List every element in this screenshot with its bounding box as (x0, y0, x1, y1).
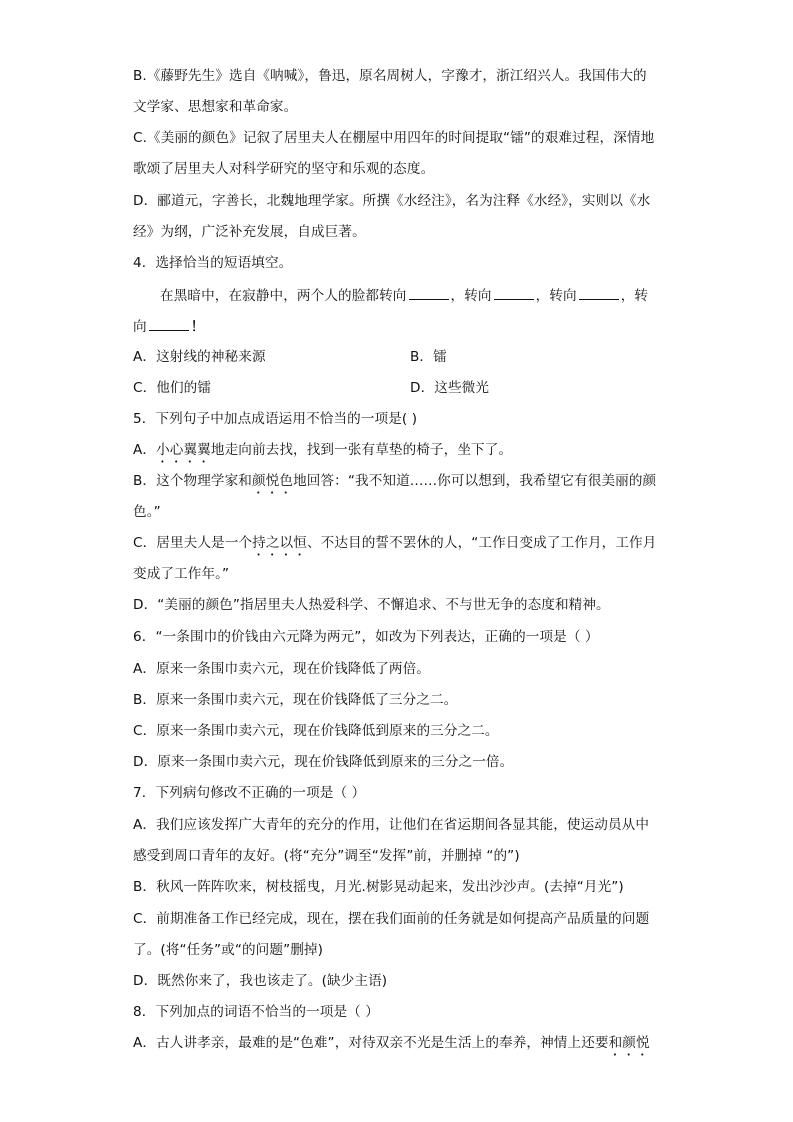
q3-option-c-line2: 歌颂了居里夫人对科学研究的坚守和乐观的态度。 (133, 161, 435, 177)
q4-option-d: D．这些微光 (410, 380, 490, 396)
q5-option-a-rest: 地走向前去找，找到一张有草垫的椅子，坐下了。 (210, 442, 513, 458)
answer-blank-1[interactable] (409, 285, 449, 300)
q5-option-d: D．“美丽的颜色”指居里夫人热爱科学、不懈追求、不与世无争的态度和精神。 (133, 597, 610, 613)
q6-option-c: C．原来一条围巾卖六元，现在价钱降低到原来的三分之二。 (133, 723, 499, 739)
q5-option-b-prefix: B．这个物理学家和 (133, 473, 252, 489)
q4-text-5: 向 (133, 319, 147, 335)
q5-option-a-prefix: A． (133, 442, 157, 458)
q8-option-a-line1 (133, 1033, 650, 1059)
q3-option-d-line1: D．郦道元，字善长，北魏地理学家。所撰《水经注》，名为注释《水经》，实则以《水 (133, 193, 651, 209)
q4-text-1: 在黑暗中，在寂静中，两个人的脸都转向 (160, 288, 407, 304)
q5-option-c-line2: 变成了工作年。” (133, 566, 230, 582)
q6-option-a: A．原来一条围巾卖六元，现在价钱降低了两倍。 (133, 661, 430, 677)
q7-option-d: D．既然你来了，我也该走了。(缺少主语) (133, 973, 388, 989)
q5-option-c-line1 (133, 533, 656, 559)
q8-option-a-text: A．古人讲孝亲，最难的是“色难”，对待双亲不光是生活上的奉养，神情上还要 (133, 1035, 609, 1051)
answer-blank-4[interactable] (149, 316, 189, 331)
q7-option-a-line1: A．我们应该发挥广大青年的充分的作用，让他们在省运期间各显其能，使运动员从中 (133, 817, 650, 833)
q7-option-a-line2: 感受到周口青年的友好。(将“充分”调至“发挥”前，并删掉 “的”) (133, 848, 520, 864)
q3-option-c-line1: C.《美丽的颜色》记叙了居里夫人在棚屋中用四年的时间提取“镭”的艰难过程，深情地 (133, 130, 655, 146)
q5-option-b-line1 (133, 471, 656, 497)
q4-option-c: C．他们的镭 (133, 380, 212, 396)
q6-option-b: B．原来一条围巾卖六元，现在价钱降低了三分之二。 (133, 692, 458, 708)
q5-option-b-idiom: 颜悦色 (251, 473, 294, 489)
answer-blank-3[interactable] (579, 285, 619, 300)
q4-text-4: ，转 (620, 288, 649, 304)
q7-option-b: B．秋风一阵阵吹来，树枝摇曳，月光.树影晃动起来，发出沙沙声。(去掉“月光”) (133, 879, 624, 895)
q6-option-d: D．原来一条围巾卖六元，现在价钱降低到原来的三分之一倍。 (133, 754, 514, 770)
q3-option-d-line2: 经》为纲，广泛补充发展，自成巨著。 (133, 224, 366, 240)
question-8-title: 8．下列加点的词语不恰当的一项是（ ） (133, 1004, 379, 1020)
question-7-title: 7．下列病句修改不正确的一项是（ ） (133, 785, 366, 801)
q4-text-2: ，转向 (450, 288, 492, 304)
q3-option-b-line1: B.《藤野先生》选自《呐喊》，鲁迅，原名周树人，字豫才，浙江绍兴人。我国伟大的 (133, 68, 647, 84)
question-5-title: 5．下列句子中加点成语运用不恰当的一项是( ) (133, 411, 418, 427)
question-4-title: 4．选择恰当的短语填空。 (133, 255, 293, 271)
q4-text-3: ，转向 (535, 288, 577, 304)
q8-option-a-emphasis: 和颜悦 (608, 1035, 650, 1051)
q5-option-c-prefix: C．居里夫人是一个 (133, 535, 253, 551)
q7-option-c-line2: 了。(将“任务”或“的问题”删掉) (133, 942, 324, 958)
q4-sentence-line2 (133, 316, 204, 337)
q5-option-b-rest: 地回答：“我不知道……你可以想到，我希望它有很美丽的颜 (293, 473, 657, 489)
question-6-title: 6．“一条围巾的价钱由六元降为两元”，如改为下列表达，正确的一项是（ ） (133, 629, 599, 645)
q4-sentence-line1 (160, 285, 648, 306)
q5-option-a-idiom: 小心翼翼 (156, 442, 211, 458)
q7-option-c-line1: C．前期准备工作已经完成，现在，摆在我们面前的任务就是如何提高产品质量的问题 (133, 911, 650, 927)
q5-option-c-idiom: 持之以恒 (252, 535, 307, 551)
q3-option-b-line2: 文学家、思想家和革命家。 (133, 99, 298, 115)
answer-blank-2[interactable] (494, 285, 534, 300)
q4-option-a: A．这射线的神秘来源 (133, 349, 266, 365)
q5-option-c-rest: 、不达目的誓不罢休的人，“工作日变成了工作月，工作月 (306, 535, 657, 551)
q5-option-a (133, 440, 512, 466)
q5-option-b-line2: 色。” (133, 504, 161, 520)
q4-text-6: ！ (190, 319, 205, 335)
q4-option-b: B．镭 (410, 349, 447, 365)
